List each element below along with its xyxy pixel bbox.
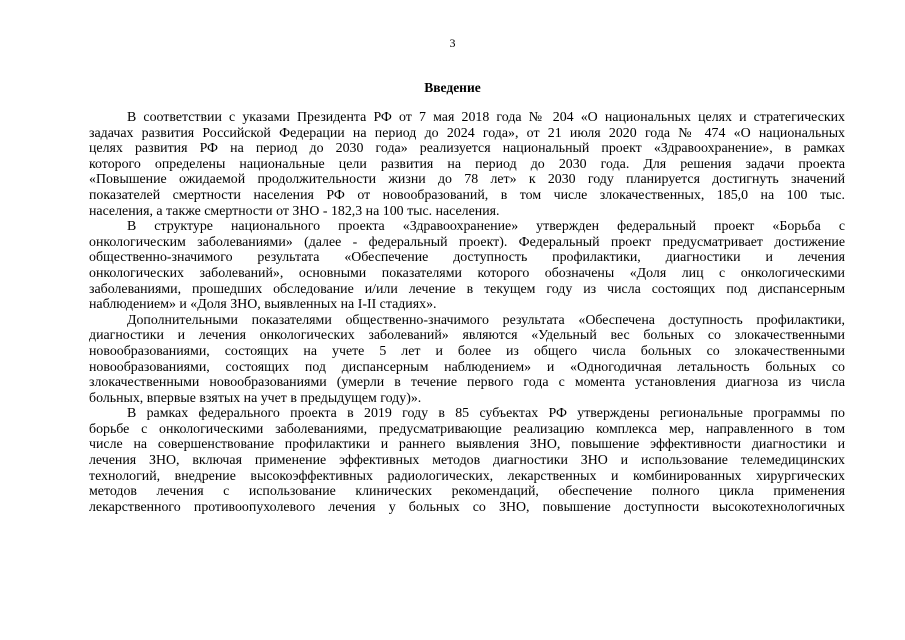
text-line: В структуре национального проекта «Здравоохранение» утвержден федеральный проект «Борьба с — [127, 219, 845, 235]
text-line: показателей смертности населения РФ от новообразований, в том числе злокачественных, 185,0 на 100 тыс. — [89, 187, 845, 203]
text-line: целях развития РФ на период до 2030 года» реализуется национальный проект «Здравоохранение», в рамках — [89, 141, 845, 157]
text-line: населения, а также смертности от ЗНО - 182,3 на 100 тыс. населения. — [89, 203, 500, 219]
text-line: В соответствии с указами Президента РФ от 7 мая 2018 года № 204 «О национальных целях и стратегических — [127, 110, 845, 125]
paragraph — [89, 110, 845, 219]
text-line: злокачественными новообразованиями (умерли в течение первого года с момента установления диагноза из числа — [89, 375, 845, 391]
text-line: «Повышение ожидаемой продолжительности жизни до 78 лет» к 2030 году планируется достигнуть значений — [89, 172, 845, 188]
page-number: 3 — [449, 36, 456, 50]
text-line: новообразованиями, состоящих под диспансерным наблюдением» и «Одногодичная летальность больных со — [89, 359, 845, 375]
text-line: числе на совершенствование профилактики и раннего выявления ЗНО, повышение эффективности диагностики и — [89, 437, 845, 453]
text-line: технологий, внедрение высокоэффективных радиологических, лекарственных и комбинированных хирургических — [89, 468, 845, 484]
text-line: Дополнительными показателями общественно-значимого результата «Обеспечена доступность профилактики, — [127, 312, 845, 328]
text-line: онкологическим заболеваниями» (далее - федеральный проект). Федеральный проект предусматривает достижение — [89, 234, 845, 250]
text-line: методов лечения с использование клинических рекомендаций, обеспечение полного цикла применения — [89, 484, 845, 500]
text-line: общественно-значимого результата «Обеспечение доступность профилактики, диагностики и лечения — [89, 250, 845, 266]
text-line: больных, впервые взятых на учет в предыдущем году)». — [89, 390, 422, 406]
text-line: новообразованиями, состоящих на учете 5 лет и более из общего числа больных со злокачественными — [89, 343, 845, 359]
paragraph — [89, 313, 845, 407]
text-line: лечения ЗНО, включая применение эффективных методов диагностики ЗНО и использование телемедицинских — [89, 453, 845, 469]
text-line: наблюдением» и «Доля ЗНО, выявленных на I-II стадиях». — [89, 297, 437, 313]
text-line: лекарственного противоопухолевого лечения у больных со ЗНО, повышение доступности высокотехнологичных — [89, 499, 845, 515]
text-line: которого определены национальные цели развития на период до 2030 года. Для решения задачи проекта — [89, 156, 845, 172]
text-line: онкологических заболеваний», основными показателями которого обозначены «Доля лиц с онкологическими — [89, 265, 845, 281]
text-line: борьбе с онкологическими заболеваниями, предусматривающие реализацию комплекса мер, направленного в том — [89, 421, 845, 437]
text-line: В рамках федерального проекта в 2019 году в 85 субъектах РФ утверждены региональные программы по — [127, 406, 845, 422]
paragraph — [89, 219, 845, 313]
text-line: диагностики и лечения онкологических заболеваний» являются «Удельный вес больных со злокачественными — [89, 328, 845, 344]
paragraph — [89, 406, 845, 515]
text-line: задачах развития Российской Федерации на период до 2024 года», от 21 июля 2020 года № 474 «О национальных — [89, 125, 845, 141]
text-line: заболеваниями, прошедших обследование и/или лечение в текущем году из числа состоящих под диспансерным — [89, 281, 845, 297]
document-body — [89, 110, 845, 515]
section-heading: Введение — [424, 80, 481, 95]
